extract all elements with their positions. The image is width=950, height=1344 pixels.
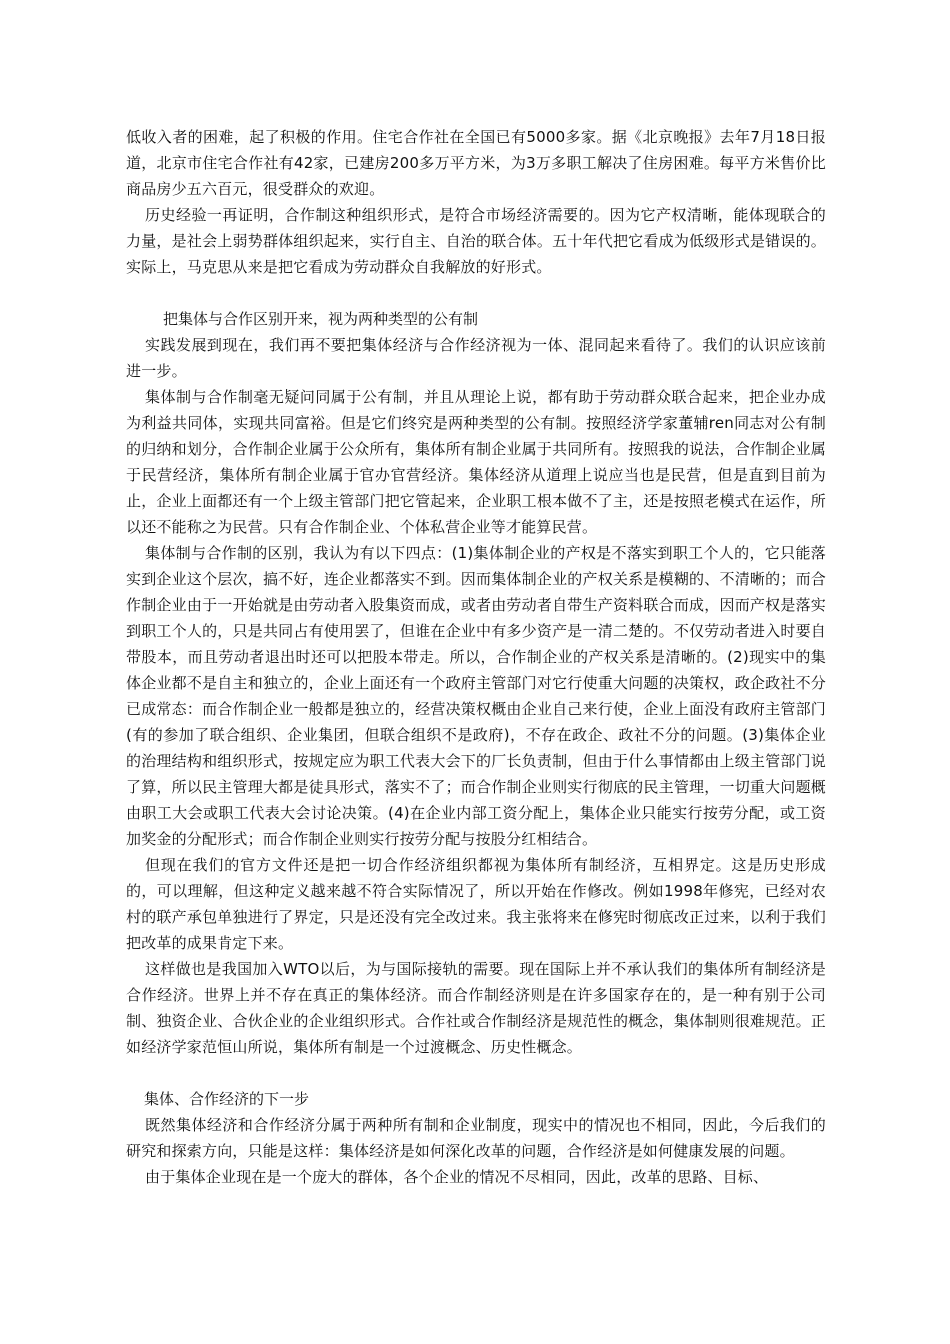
section-heading: 把集体与合作区别开来，视为两种类型的公有制 [163,310,479,328]
paragraph: 低收入者的困难，起了积极的作用。住宅合作社在全国已有5000多家。据《北京晚报》去年7月18日报道，北京市住宅合作社有42家，已建房200多万平方米，为3万多职工解决了住房困难。每平方米售价比商品房少五六百元，很受群众的欢迎。 [126,128,826,198]
paragraph: 由于集体企业现在是一个庞大的群体，各个企业的情况不尽相同，因此，改革的思路、目标、 [145,1168,769,1186]
paragraph: 集体制与合作制的区别，我认为有以下四点：(1)集体制企业的产权是不落实到职工个人的，它只能落实到企业这个层次，搞不好，连企业都落实不到。因而集体制企业的产权关系是模糊的、不清晰的；而合作制企业由于一开始就是由劳动者入股集资而成，或者由劳动者自带生产资料联合而成，因而产权是落实到职工个人的，只是共同占有使用罢了，但谁在企业中有多少资产是一清二楚的。不仅劳动者进入时要自带股本，而且劳动者退出时还可以把股本带走。所以，合作制企业的产权关系是清晰的。(2)现实中的集体企业都不是自主和独立的，企业上面还有一个政府主管部门对它行使重大问题的决策权，政企政社不分已成常态：而合作制企业一般都是独立的，经营决策权概由企业自己来行使，企业上面没有政府主管部门(有的参加了联合组织、企业集团，但联合组织不是政府)，不存在政企、政社不分的问题。(3)集体企业的治理结构和组织形式，按规定应为职工代表大会下的厂长负责制，但由于什么事情都由上级主管部门说了算，所以民主管理大都是徒具形式，落实不了；而合作制企业则实行彻底的民主管理，一切重大问题概由职工大会或职工代表大会讨论决策。(4)在企业内部工资分配上，集体企业只能实行按劳分配，或工资加奖金的分配形式；而合作制企业则实行按劳分配与按股分红相结合。 [126,544,826,848]
paragraph: 既然集体经济和合作经济分属于两种所有制和企业制度，现实中的情况也不相同，因此，今后我们的研究和探索方向，只能是这样：集体经济是如何深化改革的问题，合作经济是如何健康发展的问题。 [126,1116,826,1160]
paragraph: 集体制与合作制毫无疑问同属于公有制，并且从理论上说，都有助于劳动群众联合起来，把企业办成为利益共同体，实现共同富裕。但是它们终究是两种类型的公有制。按照经济学家董辅ren同志对公有制的归纳和划分，合作制企业属于公众所有，集体所有制企业属于共同所有。按照我的说法，合作制企业属于民营经济，集体所有制企业属于官办官营经济。集体经济从道理上说应当也是民营，但是直到目前为止，企业上面都还有一个上级主管部门把它管起来，企业职工根本做不了主，还是按照老模式在运作，所以还不能称之为民营。只有合作制企业、个体私营企业等才能算民营。 [126,388,826,536]
document-page [126,124,826,1190]
paragraph: 历史经验一再证明，合作制这种组织形式，是符合市场经济需要的。因为它产权清晰，能体现联合的力量，是社会上弱势群体组织起来，实行自主、自治的联合体。五十年代把它看成为低级形式是错误的。实际上，马克思从来是把它看成为劳动群众自我解放的好形式。 [126,206,826,276]
paragraph: 实践发展到现在，我们再不要把集体经济与合作经济视为一体、混同起来看待了。我们的认识应该前进一步。 [126,336,826,380]
paragraph: 这样做也是我国加入WTO以后，为与国际接轨的需要。现在国际上并不承认我们的集体所有制经济是合作经济。世界上并不存在真正的集体经济。而合作制经济则是在许多国家存在的，是一种有别于公司制、独资企业、合伙企业的企业组织形式。合作社或合作制经济是规范性的概念，集体制则很难规范。正如经济学家范恒山所说，集体所有制是一个过渡概念、历史性概念。 [126,960,826,1056]
paragraph: 但现在我们的官方文件还是把一切合作经济组织都视为集体所有制经济，互相界定。这是历史形成的，可以理解，但这种定义越来越不符合实际情况了，所以开始在作修改。例如1998年修宪，已经对农村的联产承包单独进行了界定，只是还没有完全改过来。我主张将来在修宪时彻底改正过来，以利于我们把改革的成果肯定下来。 [126,856,826,952]
section-heading: 集体、合作经济的下一步 [144,1090,310,1108]
